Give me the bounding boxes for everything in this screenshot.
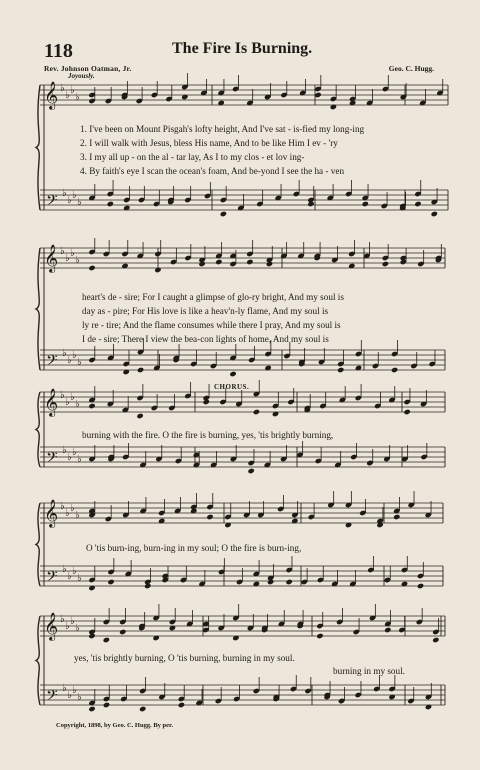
- note-head: [88, 265, 95, 271]
- flat-icon: ♭: [65, 508, 70, 519]
- flat-icon: ♭: [77, 692, 82, 703]
- hymn-number: 118: [44, 40, 73, 62]
- flat-icon: ♭: [60, 83, 65, 94]
- bass-clef-icon: 𝄢: [46, 352, 58, 373]
- flat-icon: ♭: [67, 195, 72, 206]
- flat-icon: ♭: [75, 510, 80, 521]
- lyric-line: ly re - tire; And the flame consumes while there I pray, And my soul is: [82, 320, 341, 330]
- flat-icon: ♭: [75, 399, 80, 410]
- treble-clef-icon: 𝄞: [44, 244, 59, 272]
- flat-icon: ♭: [72, 685, 77, 696]
- note-head: [403, 409, 410, 415]
- note-head: [382, 261, 389, 267]
- chorus-label: CHORUS.: [214, 383, 250, 391]
- note-head: [417, 583, 424, 589]
- note-head: [137, 367, 144, 373]
- flat-icon: ♭: [70, 248, 75, 259]
- flat-icon: ♭: [60, 246, 65, 257]
- note-head: [267, 579, 274, 585]
- flat-icon: ♭: [67, 690, 72, 701]
- flat-icon: ♭: [65, 397, 70, 408]
- flat-icon: ♭: [67, 355, 72, 366]
- flat-icon: ♭: [70, 616, 75, 627]
- note-head: [220, 211, 227, 217]
- note-head: [119, 629, 126, 635]
- flat-icon: ♭: [77, 454, 82, 465]
- flat-icon: ♭: [67, 571, 72, 582]
- note-head: [107, 579, 114, 585]
- flat-icon: ♭: [70, 503, 75, 514]
- flat-icon: ♭: [62, 188, 67, 199]
- treble-clef-icon: 𝄞: [44, 388, 59, 416]
- lyric-line: 1. I've been on Mount Pisgah's lofty height, And I've sat - is-fied my long-ing: [80, 124, 365, 134]
- note-head: [414, 201, 421, 207]
- note-head: [215, 259, 222, 265]
- note-head: [107, 201, 114, 207]
- flat-icon: ♭: [72, 350, 77, 361]
- treble-clef-icon: 𝄞: [44, 499, 59, 527]
- flat-icon: ♭: [77, 357, 82, 368]
- tempo-marking: Joyously.: [68, 72, 95, 80]
- note-head: [136, 413, 143, 419]
- hymn-title: The Fire Is Burning.: [172, 40, 313, 57]
- flat-icon: ♭: [72, 566, 77, 577]
- note-head: [103, 702, 110, 708]
- flat-icon: ♭: [75, 255, 80, 266]
- note-head: [246, 259, 253, 265]
- system-brace: [36, 85, 40, 210]
- flat-icon: ♭: [70, 392, 75, 403]
- lyric-line: heart's de - sire; For I caught a glimpse of glo-ry bright, And my soul is: [82, 292, 344, 302]
- note-head: [139, 706, 146, 712]
- flat-icon: ♭: [60, 390, 65, 401]
- flat-icon: ♭: [62, 564, 67, 575]
- flat-icon: ♭: [62, 445, 67, 456]
- note-head: [337, 367, 344, 373]
- flat-icon: ♭: [67, 452, 72, 463]
- lyric-line: burning with the fire. O the fire is burning, yes, 'tis brightly burning,: [82, 430, 334, 440]
- lyric-line: 4. By faith's eye I scan the ocean's foam, And be-yond I see the ha - ven: [80, 166, 345, 176]
- system-brace: [36, 616, 40, 705]
- bass-clef-icon: 𝄢: [46, 449, 58, 470]
- note-head: [391, 367, 398, 373]
- note-head: [384, 627, 391, 633]
- bass-clef-icon: 𝄢: [46, 192, 58, 213]
- note-head: [307, 201, 314, 207]
- copyright-notice: Copyright, 1898, by Geo. C. Hugg. By per.: [56, 722, 173, 729]
- treble-clef-icon: 𝄞: [44, 81, 59, 109]
- flat-icon: ♭: [62, 683, 67, 694]
- flat-icon: ♭: [65, 253, 70, 264]
- note-head: [144, 583, 151, 589]
- lyric-line: 3. I my all up - on the al - tar lay, As I to my clos - et lov ing-: [80, 152, 305, 162]
- note-head: [88, 633, 95, 639]
- lyric-line: yes, 'tis brightly burning, O 'tis burning, burning in my soul.: [74, 653, 295, 663]
- lyric-line: 2. I will walk with Jesus, bless His name, And to be like Him I ev - 'ry: [80, 138, 338, 148]
- bass-clef-icon: 𝄢: [46, 568, 58, 589]
- note-head: [266, 261, 273, 267]
- composer-credit: Geo. C. Hugg.: [388, 64, 434, 73]
- bass-clef-icon: 𝄢: [46, 687, 58, 708]
- flat-icon: ♭: [65, 90, 70, 101]
- system-brace: [36, 392, 40, 467]
- lyric-line: burning in my soul.: [333, 666, 405, 676]
- flat-icon: ♭: [75, 623, 80, 634]
- note-head: [203, 399, 210, 405]
- flat-icon: ♭: [62, 348, 67, 359]
- lyric-line: I de - sire; There I view the bea-con lights of home, And my soul is: [82, 334, 329, 344]
- note-head: [432, 637, 439, 643]
- lyric-line: day as - pire; For His love is like a heav'n-ly flame, And my soul is: [82, 306, 329, 316]
- note-head: [316, 633, 323, 639]
- note-head: [362, 201, 369, 207]
- flat-icon: ♭: [72, 447, 77, 458]
- flat-icon: ♭: [65, 621, 70, 632]
- flat-icon: ♭: [60, 501, 65, 512]
- flat-icon: ♭: [77, 573, 82, 584]
- note-head: [247, 468, 254, 474]
- note-head: [178, 702, 185, 708]
- system-brace: [36, 248, 40, 370]
- flat-icon: ♭: [60, 614, 65, 625]
- note-head: [229, 371, 236, 377]
- flat-icon: ♭: [77, 197, 82, 208]
- note-head: [393, 514, 400, 520]
- note-head: [253, 409, 260, 415]
- note-head: [285, 579, 292, 585]
- flat-icon: ♭: [72, 190, 77, 201]
- note-head: [88, 403, 95, 409]
- note-head: [314, 92, 321, 98]
- note-head: [88, 706, 95, 712]
- lyric-line: O 'tis burn-ing, burn-ing in my soul; O the fire is burn-ing,: [86, 543, 302, 553]
- note-head: [431, 211, 438, 217]
- author-credit: Rev. Johnson Oatman, Jr.: [44, 64, 132, 73]
- flat-icon: ♭: [70, 85, 75, 96]
- treble-clef-icon: 𝄞: [44, 612, 59, 640]
- note-head: [103, 637, 110, 643]
- note-head: [206, 514, 213, 520]
- note-head: [198, 261, 205, 267]
- system-brace: [36, 503, 40, 586]
- flat-icon: ♭: [75, 92, 80, 103]
